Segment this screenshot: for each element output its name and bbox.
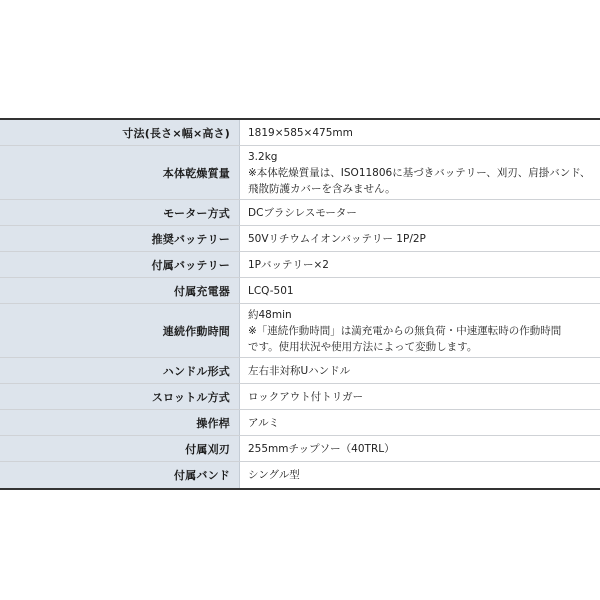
- spec-value: [240, 384, 600, 409]
- spec-value-line: 1Pバッテリー×2: [248, 258, 329, 271]
- spec-value-line: LCQ-501: [248, 284, 294, 297]
- spec-value-line: シングル型: [248, 469, 300, 481]
- spec-value-line: 255mmチップソー（40TRL）: [248, 442, 395, 455]
- spec-value-line: ロックアウト付トリガー: [248, 390, 364, 403]
- spec-value-line: DCブラシレスモーター: [248, 206, 357, 219]
- spec-value-line: 1819×585×475mm: [248, 126, 353, 139]
- spec-label: モーター方式: [0, 200, 240, 225]
- spec-value: [240, 410, 600, 435]
- spec-value: [240, 252, 600, 277]
- spec-row-dimensions: [0, 120, 600, 146]
- spec-value: [240, 200, 600, 225]
- spec-value: [240, 462, 600, 488]
- spec-row-included-band: [0, 462, 600, 488]
- spec-value: [240, 278, 600, 303]
- spec-label: 推奨バッテリー: [0, 226, 240, 251]
- spec-value-line: アルミ: [248, 416, 280, 429]
- spec-value-line: 約48min: [248, 308, 292, 321]
- spec-value-line: 飛散防護カバーを含みません。: [248, 182, 396, 195]
- spec-table: [0, 118, 600, 490]
- spec-value: [240, 358, 600, 383]
- spec-value: [240, 304, 600, 357]
- spec-value-line: 3.2kg: [248, 150, 278, 163]
- spec-label: 本体乾燥質量: [0, 146, 240, 199]
- spec-value: [240, 120, 600, 145]
- spec-row-included-battery: [0, 252, 600, 278]
- spec-label: 連続作動時間: [0, 304, 240, 357]
- spec-label: 操作桿: [0, 410, 240, 435]
- spec-value-line: です。使用状況や使用方法によって変動します。: [248, 340, 478, 353]
- spec-value: [240, 226, 600, 251]
- spec-label: ハンドル形式: [0, 358, 240, 383]
- spec-label: 寸法(長さ×幅×高さ): [0, 120, 240, 145]
- spec-row-included-charger: [0, 278, 600, 304]
- spec-row-included-blade: [0, 436, 600, 462]
- spec-row-recommended-battery: [0, 226, 600, 252]
- spec-row-run-time: [0, 304, 600, 358]
- spec-value-line: ※「連続作動時間」は満充電からの無負荷・中速運転時の作動時間: [248, 324, 562, 337]
- spec-label: 付属バンド: [0, 462, 240, 488]
- spec-label: 付属充電器: [0, 278, 240, 303]
- spec-row-motor-type: [0, 200, 600, 226]
- spec-value: [240, 146, 600, 199]
- spec-label: 付属刈刃: [0, 436, 240, 461]
- spec-label: スロットル方式: [0, 384, 240, 409]
- spec-row-throttle-type: [0, 384, 600, 410]
- spec-value: [240, 436, 600, 461]
- spec-value-line: ※本体乾燥質量は、ISO11806に基づきバッテリー、刈刃、肩掛バンド、: [248, 166, 591, 179]
- spec-row-dry-weight: [0, 146, 600, 200]
- spec-row-shaft: [0, 410, 600, 436]
- spec-value-line: 50Vリチウムイオンバッテリー 1P/2P: [248, 232, 426, 245]
- spec-value-line: 左右非対称Uハンドル: [248, 364, 351, 377]
- spec-row-handle-type: [0, 358, 600, 384]
- spec-label: 付属バッテリー: [0, 252, 240, 277]
